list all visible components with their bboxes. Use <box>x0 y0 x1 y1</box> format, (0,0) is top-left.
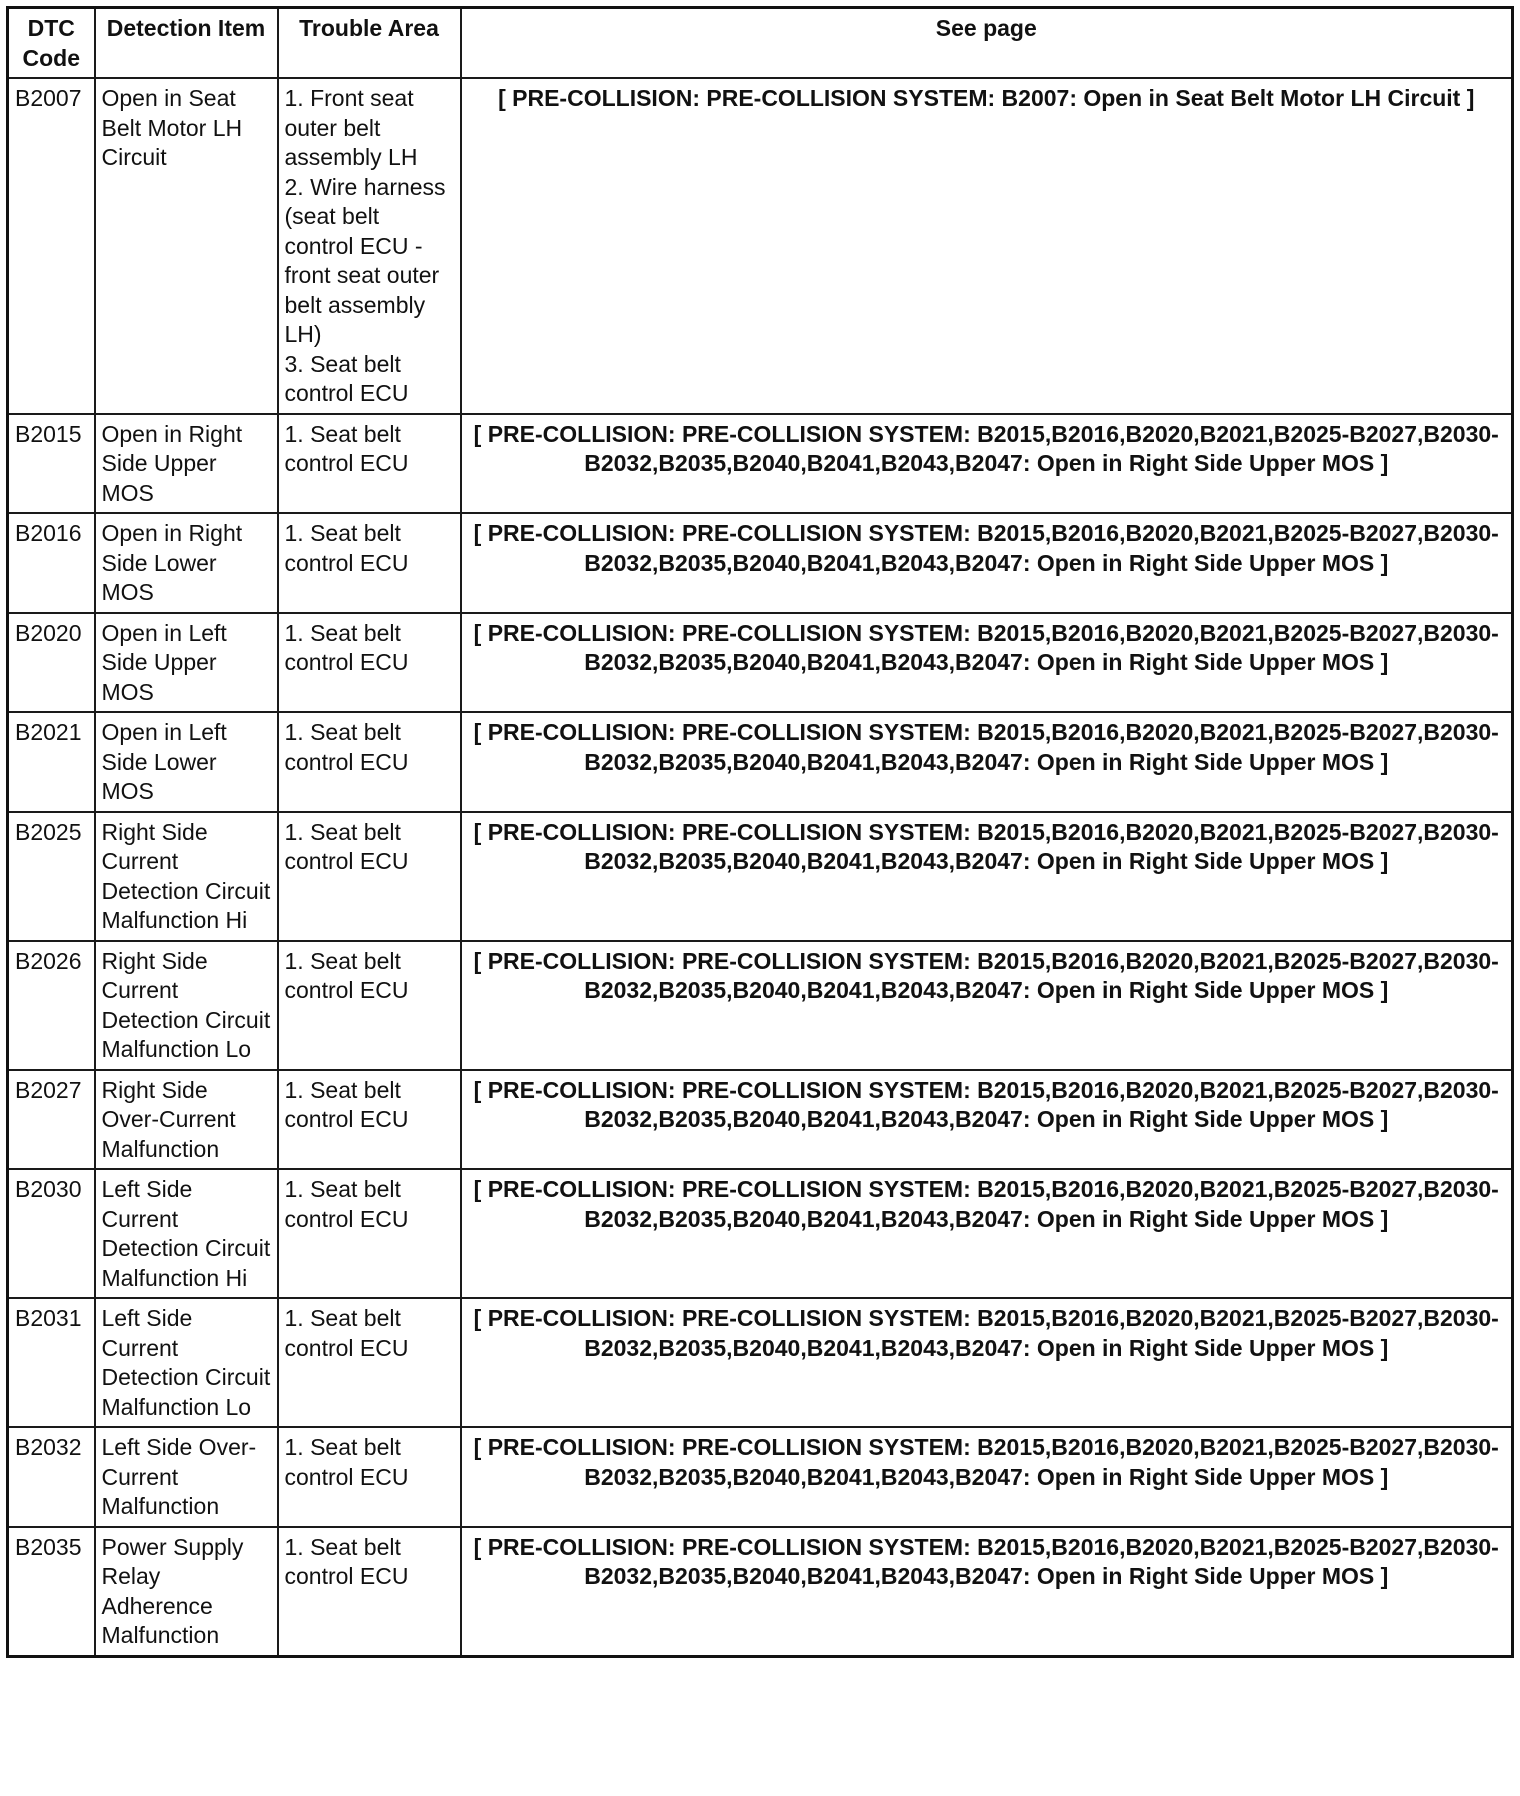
trouble-area-line: 1. Seat belt control ECU <box>284 1305 409 1361</box>
detection-item-cell: Open in Left Side Upper MOS <box>95 613 278 713</box>
dtc-code-cell: B2020 <box>8 613 95 713</box>
detection-item-cell: Left Side Current Detection Circuit Malfunction Lo <box>95 1298 278 1427</box>
dtc-code-cell: B2015 <box>8 414 95 514</box>
dtc-code-cell: B2031 <box>8 1298 95 1427</box>
trouble-area-line: 1. Seat belt control ECU <box>284 520 409 576</box>
trouble-area-line: 1. Seat belt control ECU <box>284 818 409 874</box>
header-trouble-area: Trouble Area <box>278 8 461 79</box>
dtc-code-cell: B2026 <box>8 941 95 1070</box>
see-page-link[interactable]: [ PRE-COLLISION: PRE-COLLISION SYSTEM: B2015,B2016,B2020,B2021,B2025-B2027,B2030-B2032,B2035,B2040,B2041,B2043,B2047: Open in Right Side Upper MOS ] <box>461 414 1513 514</box>
detection-item-cell: Open in Right Side Upper MOS <box>95 414 278 514</box>
trouble-area-cell <box>278 941 461 1070</box>
trouble-area-line: 1. Seat belt control ECU <box>284 1533 409 1589</box>
detection-item-cell: Open in Seat Belt Motor LH Circuit <box>95 78 278 414</box>
detection-item-cell: Right Side Current Detection Circuit Malfunction Lo <box>95 941 278 1070</box>
trouble-area-cell <box>278 1427 461 1527</box>
see-page-link[interactable]: [ PRE-COLLISION: PRE-COLLISION SYSTEM: B2015,B2016,B2020,B2021,B2025-B2027,B2030-B2032,B2035,B2040,B2041,B2043,B2047: Open in Right Side Upper MOS ] <box>461 1427 1513 1527</box>
table-row <box>8 1298 1513 1427</box>
table-row <box>8 78 1513 414</box>
dtc-code-cell: B2025 <box>8 812 95 941</box>
detection-item-cell: Left Side Current Detection Circuit Malfunction Hi <box>95 1169 278 1298</box>
table-row <box>8 812 1513 941</box>
see-page-link[interactable]: [ PRE-COLLISION: PRE-COLLISION SYSTEM: B2015,B2016,B2020,B2021,B2025-B2027,B2030-B2032,B2035,B2040,B2041,B2043,B2047: Open in Right Side Upper MOS ] <box>461 941 1513 1070</box>
dtc-code-cell: B2032 <box>8 1427 95 1527</box>
trouble-area-cell <box>278 812 461 941</box>
detection-item-cell: Power Supply Relay Adherence Malfunction <box>95 1527 278 1657</box>
trouble-area-line: 1. Front seat outer belt assembly LH <box>284 85 421 170</box>
table-row <box>8 1527 1513 1657</box>
table-header-row <box>8 8 1513 79</box>
trouble-area-cell <box>278 1298 461 1427</box>
dtc-code-cell: B2016 <box>8 513 95 613</box>
detection-item-cell: Open in Left Side Lower MOS <box>95 712 278 812</box>
trouble-area-line: 2. Wire harness (seat belt control ECU - front seat outer belt assembly LH) <box>284 173 452 347</box>
dtc-table <box>6 6 1514 1658</box>
see-page-link[interactable]: [ PRE-COLLISION: PRE-COLLISION SYSTEM: B2015,B2016,B2020,B2021,B2025-B2027,B2030-B2032,B2035,B2040,B2041,B2043,B2047: Open in Right Side Upper MOS ] <box>461 1070 1513 1170</box>
detection-item-cell: Right Side Over-Current Malfunction <box>95 1070 278 1170</box>
see-page-link[interactable]: [ PRE-COLLISION: PRE-COLLISION SYSTEM: B2015,B2016,B2020,B2021,B2025-B2027,B2030-B2032,B2035,B2040,B2041,B2043,B2047: Open in Right Side Upper MOS ] <box>461 1298 1513 1427</box>
detection-item-cell: Open in Right Side Lower MOS <box>95 513 278 613</box>
detection-item-cell: Left Side Over-Current Malfunction <box>95 1427 278 1527</box>
trouble-area-line: 1. Seat belt control ECU <box>284 1434 409 1490</box>
see-page-link[interactable]: [ PRE-COLLISION: PRE-COLLISION SYSTEM: B2015,B2016,B2020,B2021,B2025-B2027,B2030-B2032,B2035,B2040,B2041,B2043,B2047: Open in Right Side Upper MOS ] <box>461 613 1513 713</box>
trouble-area-line: 1. Seat belt control ECU <box>284 1076 409 1132</box>
trouble-area-line: 1. Seat belt control ECU <box>284 619 409 675</box>
table-row <box>8 1427 1513 1527</box>
dtc-code-cell: B2007 <box>8 78 95 414</box>
table-row <box>8 513 1513 613</box>
header-dtc-code: DTC Code <box>8 8 95 79</box>
table-body <box>8 78 1513 1656</box>
trouble-area-cell <box>278 613 461 713</box>
table-row <box>8 1169 1513 1298</box>
header-see-page: See page <box>461 8 1513 79</box>
detection-item-cell: Right Side Current Detection Circuit Malfunction Hi <box>95 812 278 941</box>
see-page-link[interactable]: [ PRE-COLLISION: PRE-COLLISION SYSTEM: B2015,B2016,B2020,B2021,B2025-B2027,B2030-B2032,B2035,B2040,B2041,B2043,B2047: Open in Right Side Upper MOS ] <box>461 1169 1513 1298</box>
table-row <box>8 414 1513 514</box>
trouble-area-line: 1. Seat belt control ECU <box>284 947 409 1003</box>
table-row <box>8 613 1513 713</box>
see-page-link[interactable]: [ PRE-COLLISION: PRE-COLLISION SYSTEM: B2015,B2016,B2020,B2021,B2025-B2027,B2030-B2032,B2035,B2040,B2041,B2043,B2047: Open in Right Side Upper MOS ] <box>461 812 1513 941</box>
trouble-area-cell <box>278 1169 461 1298</box>
see-page-link[interactable]: [ PRE-COLLISION: PRE-COLLISION SYSTEM: B2007: Open in Seat Belt Motor LH Circuit ] <box>461 78 1513 414</box>
table-row <box>8 941 1513 1070</box>
dtc-code-cell: B2021 <box>8 712 95 812</box>
dtc-code-cell: B2027 <box>8 1070 95 1170</box>
trouble-area-cell <box>278 712 461 812</box>
trouble-area-cell <box>278 414 461 514</box>
dtc-code-cell: B2030 <box>8 1169 95 1298</box>
table-row <box>8 1070 1513 1170</box>
trouble-area-cell <box>278 1527 461 1657</box>
trouble-area-line: 1. Seat belt control ECU <box>284 420 409 476</box>
trouble-area-line: 3. Seat belt control ECU <box>284 350 409 406</box>
dtc-code-cell: B2035 <box>8 1527 95 1657</box>
trouble-area-line: 1. Seat belt control ECU <box>284 1176 409 1232</box>
see-page-link[interactable]: [ PRE-COLLISION: PRE-COLLISION SYSTEM: B2015,B2016,B2020,B2021,B2025-B2027,B2030-B2032,B2035,B2040,B2041,B2043,B2047: Open in Right Side Upper MOS ] <box>461 513 1513 613</box>
trouble-area-cell <box>278 513 461 613</box>
trouble-area-line: 1. Seat belt control ECU <box>284 719 409 775</box>
trouble-area-cell <box>278 1070 461 1170</box>
trouble-area-cell <box>278 78 461 414</box>
table-row <box>8 712 1513 812</box>
see-page-link[interactable]: [ PRE-COLLISION: PRE-COLLISION SYSTEM: B2015,B2016,B2020,B2021,B2025-B2027,B2030-B2032,B2035,B2040,B2041,B2043,B2047: Open in Right Side Upper MOS ] <box>461 712 1513 812</box>
see-page-link[interactable]: [ PRE-COLLISION: PRE-COLLISION SYSTEM: B2015,B2016,B2020,B2021,B2025-B2027,B2030-B2032,B2035,B2040,B2041,B2043,B2047: Open in Right Side Upper MOS ] <box>461 1527 1513 1657</box>
header-detection-item: Detection Item <box>95 8 278 79</box>
